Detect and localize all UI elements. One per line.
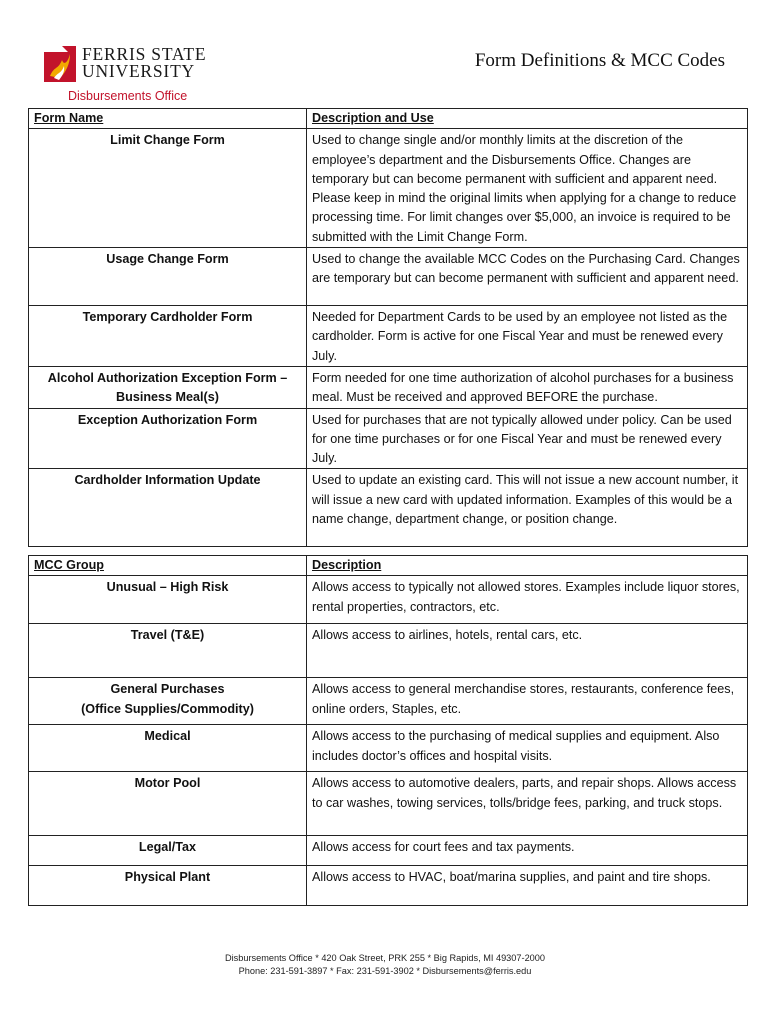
form-name: Alcohol Authorization Exception Form – Business Meal(s) <box>29 366 307 408</box>
table-row <box>29 836 748 866</box>
page-footer <box>0 952 770 978</box>
ferris-flame-icon <box>42 44 82 84</box>
footer-contact: Phone: 231-591-3897 * Fax: 231-591-3902 * Disbursements@ferris.edu <box>238 966 532 976</box>
page-header <box>0 0 770 110</box>
page-title: Form Definitions & MCC Codes <box>474 50 725 71</box>
logo-line2: UNIVERSITY <box>82 61 195 81</box>
mcc-description: Allows access to general merchandise stores, restaurants, conference fees, online orders, Staples, etc. <box>307 678 748 725</box>
table-row <box>29 678 748 725</box>
form-description: Used to update an existing card. This will not issue a new account number, it will issue a new card with updated information. Examples of this would be a name change, department change, or position change. <box>307 469 748 547</box>
table-row <box>29 469 748 547</box>
form-name: Exception Authorization Form <box>29 408 307 469</box>
footer-address: Disbursements Office * 420 Oak Street, PRK 255 * Big Rapids, MI 49307-2000 <box>224 953 546 963</box>
table-row <box>29 725 748 772</box>
logo-wordmark <box>82 46 206 79</box>
mcc-group-name: Medical <box>29 725 307 772</box>
form-description: Used for purchases that are not typically allowed under policy. Can be used for one time purchases or for one Fiscal Year and must be renewed every July. <box>307 408 748 469</box>
mcc-group-name: Unusual – High Risk <box>29 576 307 624</box>
mcc-group-header: MCC Group <box>29 556 307 576</box>
mcc-description: Allows access for court fees and tax payments. <box>307 836 748 866</box>
description-use-header: Description and Use <box>307 109 748 129</box>
logo-line1: FERRIS STATE <box>82 44 207 64</box>
mcc-description: Allows access to typically not allowed stores. Examples include liquor stores, rental properties, contractors, etc. <box>307 576 748 624</box>
mcc-group-name: Travel (T&E) <box>29 624 307 678</box>
forms-table <box>28 108 748 547</box>
form-name-header: Form Name <box>29 109 307 129</box>
ferris-state-logo <box>42 44 222 106</box>
form-name: Limit Change Form <box>29 129 307 248</box>
mcc-group-name: Legal/Tax <box>29 836 307 866</box>
table-row <box>29 129 748 248</box>
mcc-group-name: Motor Pool <box>29 772 307 836</box>
table-row <box>29 306 748 367</box>
mcc-group-name <box>29 678 307 725</box>
table-row <box>29 576 748 624</box>
mcc-description: Allows access to the purchasing of medical supplies and equipment. Also includes doctor’s offices and hospital visits. <box>307 725 748 772</box>
table-row <box>29 408 748 469</box>
form-name: Usage Change Form <box>29 248 307 306</box>
table-row <box>29 866 748 906</box>
table-row <box>29 772 748 836</box>
mcc-group-name-line1: General Purchases <box>110 682 225 697</box>
form-description: Used to change the available MCC Codes on the Purchasing Card. Changes are temporary but can become permanent with sufficient and apparent need. <box>307 248 748 306</box>
mcc-description: Allows access to HVAC, boat/marina supplies, and paint and tire shops. <box>307 866 748 906</box>
table-row <box>29 624 748 678</box>
logo-department: Disbursements Office <box>68 89 188 103</box>
table-row <box>29 248 748 306</box>
mcc-description: Allows access to airlines, hotels, rental cars, etc. <box>307 624 748 678</box>
form-name: Cardholder Information Update <box>29 469 307 547</box>
form-name: Temporary Cardholder Form <box>29 306 307 367</box>
mcc-description-header: Description <box>307 556 748 576</box>
table-row <box>29 366 748 408</box>
mcc-table <box>28 555 748 906</box>
form-description: Used to change single and/or monthly limits at the discretion of the employee’s department and the Disbursements Office. Changes are temporary but can become permanent with sufficient and apparent need. Please keep in mind the original limits when applying for a change to reduce processing time. For limit changes over $5,000, an invoice is required to be submitted with the Limit Change Form. <box>307 129 748 248</box>
form-description: Needed for Department Cards to be used by an employee not listed as the cardholder. Form is active for one Fiscal Year and must be renewed every July. <box>307 306 748 367</box>
mcc-description: Allows access to automotive dealers, parts, and repair shops. Allows access to car washes, towing services, tolls/bridge fees, parking, and truck stops. <box>307 772 748 836</box>
mcc-header-row <box>29 556 748 576</box>
mcc-group-name-line2: (Office Supplies/Commodity) <box>81 701 254 716</box>
mcc-group-name: Physical Plant <box>29 866 307 906</box>
forms-header-row <box>29 109 748 129</box>
form-description: Form needed for one time authorization of alcohol purchases for a business meal. Must be received and approved BEFORE the purchase. <box>307 366 748 408</box>
